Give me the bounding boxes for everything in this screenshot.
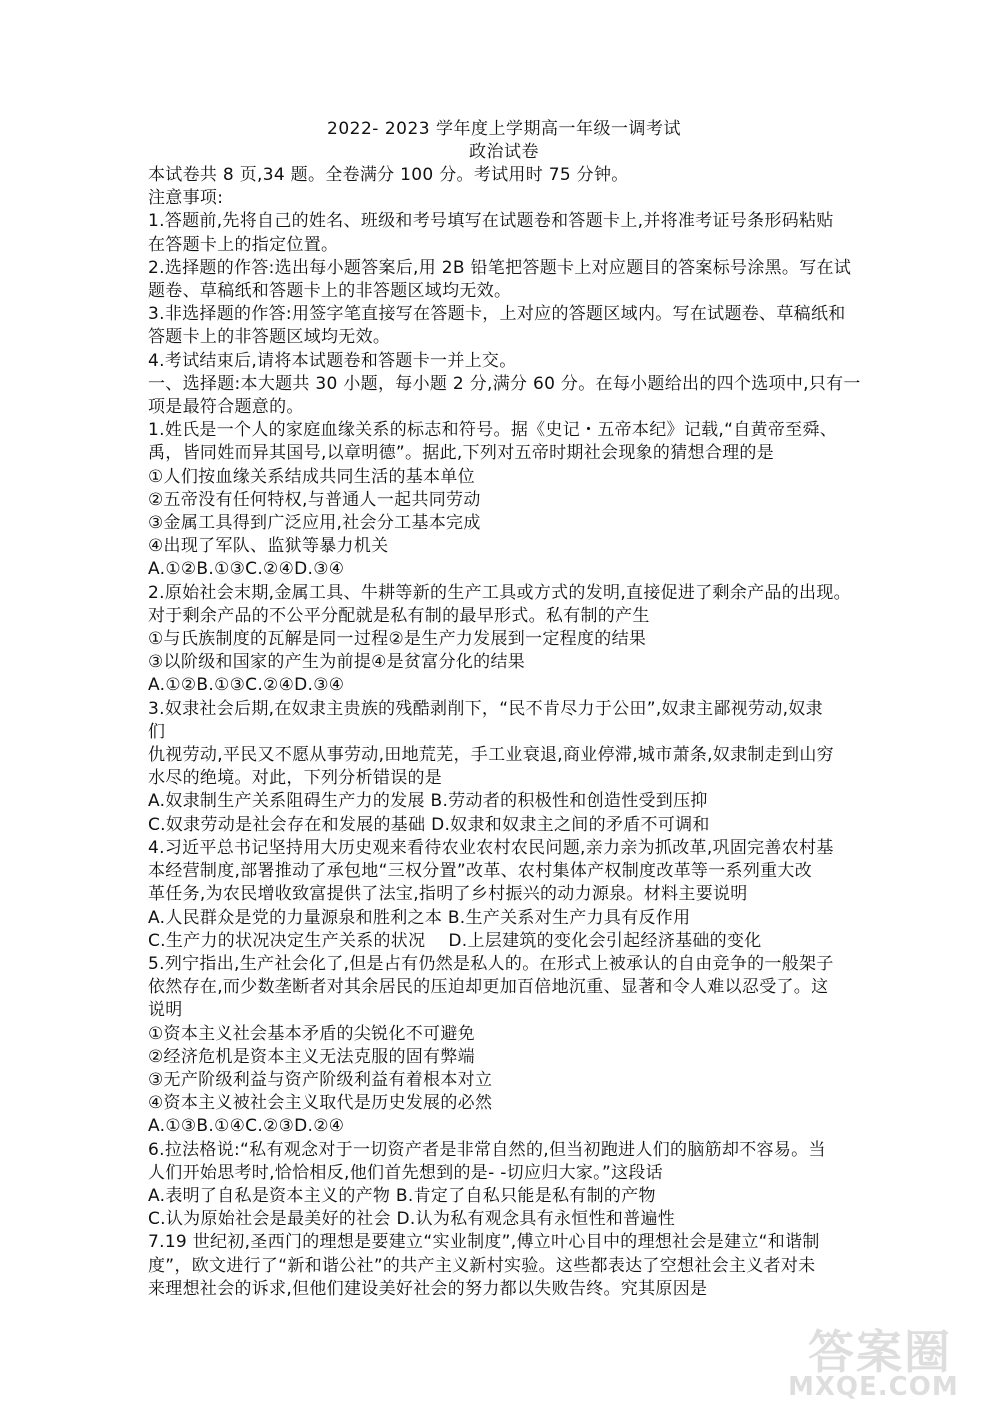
text-line: A.表明了自私是资本主义的产物 B.肯定了自私只能是私有制的产物 <box>148 1185 656 1206</box>
text-line: 依然存在,而少数垄断者对其余居民的压迫却更加百倍地沉重、显著和令人难以忍受了。这 <box>148 977 829 998</box>
text-line: ④出现了军队、监狱等暴力机关 <box>148 536 389 557</box>
text-line: ①人们按血缘关系结成共同生活的基本单位 <box>148 466 475 487</box>
text-line: ③无产阶级利益与资产阶级利益有着根本对立 <box>148 1069 493 1090</box>
watermark-url: MXQE.COM <box>788 1372 959 1402</box>
text-line: A.人民群众是党的力量源泉和胜利之本 B.生产关系对生产力具有反作用 <box>148 907 691 928</box>
text-line: 1.姓氏是一个人的家庭血缘关系的标志和符号。据《史记・五帝本纪》记载,“自黄帝至舜、 <box>148 420 838 441</box>
text-line: 3.非选择题的作答:用签字笔直接写在答题卡，上对应的答题区域内。写在试题卷、草稿纸和 <box>148 304 846 325</box>
text-line: 注意事项: <box>148 188 224 209</box>
text-line: 革任务,为农民增收致富提供了法宝,指明了乡村振兴的动力源泉。材料主要说明 <box>148 884 748 905</box>
text-line: ①与氏族制度的瓦解是同一过程②是生产力发展到一定程度的结果 <box>148 629 647 650</box>
text-line: 7.19 世纪初,圣西门的理想是要建立“实业制度”,傅立叶心目中的理想社会是建立“和谐制 <box>148 1232 820 1253</box>
text-line: ④资本主义被社会主义取代是历史发展的必然 <box>148 1093 493 1114</box>
text-line: A.①③B.①④C.②③D.②④ <box>148 1116 345 1137</box>
text-line: 本经营制度,部署推动了承包地“三权分置”改革、农村集体产权制度改革等一系列重大改 <box>148 861 813 882</box>
text-line: A.①②B.①③C.②④D.③④ <box>148 559 345 580</box>
exam-page <box>148 118 860 1301</box>
text-line: ②经济危机是资本主义无法克服的固有弊端 <box>148 1046 475 1067</box>
text-line: 本试卷共 8 页,34 题。全卷满分 100 分。考试用时 75 分钟。 <box>148 165 629 185</box>
watermark-text: 答案圈 <box>808 1325 952 1379</box>
text-line: 说明 <box>148 1000 183 1021</box>
text-line: 人们开始思考时,恰恰相反,他们首先想到的是- -切应归大家。”这段话 <box>148 1162 663 1183</box>
text-line: 2.原始社会末期,金属工具、牛耕等新的生产工具或方式的发明,直接促进了剩余产品的出现。 <box>148 582 851 603</box>
text-line: 项是最符合题意的。 <box>148 397 304 418</box>
text-line: 2.选择题的作答:选出每小题答案后,用 2B 铅笔把答题卡上对应题目的答案标号涂黑。写在试 <box>148 257 852 278</box>
text-line: 答题卡上的非答题区域均无效。 <box>148 327 391 348</box>
watermark-logo <box>778 1316 978 1406</box>
text-line: 禹，皆同姓而异其国号,以章明德”。据此,下列对五帝时期社会现象的猜想合理的是 <box>148 443 775 464</box>
text-line: ③以阶级和国家的产生为前提④是贫富分化的结果 <box>148 652 526 673</box>
text-line: ②五帝没有任何特权,与普通人一起共同劳动 <box>148 489 481 510</box>
text-line: 1.答题前,先将自己的姓名、班级和考号填写在试题卷和答题卡上,并将准考证号条形码粘贴 <box>148 211 834 232</box>
text-line: 题卷、草稿纸和答题卡上的非答题区域均无效。 <box>148 281 512 302</box>
text-line: 6.拉法格说:“私有观念对于一切资产者是非常自然的,但当初跑进人们的脑筋却不容易。当 <box>148 1139 826 1160</box>
exam-body <box>148 164 860 1301</box>
text-line: 4.考试结束后,请将本试题卷和答题卡一并上交。 <box>148 350 517 371</box>
text-line: C.生产力的状况决定生产关系的状况 D.上层建筑的变化会引起经济基础的变化 <box>148 930 762 951</box>
text-line: 在答题卡上的指定位置。 <box>148 234 339 255</box>
text-line: 来理想社会的诉求,但他们建设美好社会的努力都以失败告终。究其原因是 <box>148 1278 708 1299</box>
text-line: 度”，欧文进行了“新和谐公社”的共产主义新村实验。这些都表达了空想社会主义者对未 <box>148 1255 816 1276</box>
text-line: 4.习近平总书记坚持用大历史观来看待农业农村农民问题,亲力亲为抓改革,巩固完善农村基 <box>148 837 834 858</box>
exam-title: 2022- 2023 学年度上学期高一年级一调考试 <box>327 119 681 139</box>
text-line: 一、选择题:本大题共 30 小题，每小题 2 分,满分 60 分。在每小题给出的四个选项中,只有一 <box>148 373 861 394</box>
text-line: 水尽的绝境。对此，下列分析错误的是 <box>148 768 443 789</box>
text-line: C.奴隶劳动是社会存在和发展的基础 D.奴隶和奴隶主之间的矛盾不可调和 <box>148 814 710 835</box>
text-line: 3.奴隶社会后期,在奴隶主贵族的残酷剥削下，“民不肯尽力于公田”,奴隶主鄙视劳动,奴隶 <box>148 698 823 719</box>
exam-subtitle: 政治试卷 <box>469 142 539 162</box>
text-line: A.奴隶制生产关系阻碍生产力的发展 B.劳动者的积极性和创造性受到压抑 <box>148 791 708 812</box>
text-line: 5.列宁指出,生产社会化了,但是占有仍然是私人的。在形式上被承认的自由竞争的一般架子 <box>148 953 834 974</box>
text-line: C.认为原始社会是最美好的社会 D.认为私有观念具有永恒性和普遍性 <box>148 1209 676 1230</box>
text-line: ①资本主义社会基本矛盾的尖锐化不可避免 <box>148 1023 475 1044</box>
text-line: ③金属工具得到广泛应用,社会分工基本完成 <box>148 513 481 534</box>
text-line: 对于剩余产品的不公平分配就是私有制的最早形式。私有制的产生 <box>148 605 650 626</box>
text-line: A.①②B.①③C.②④D.③④ <box>148 675 345 696</box>
text-line: 们 <box>148 721 166 742</box>
text-line: 仇视劳动,平民又不愿从事劳动,田地荒芜，手工业衰退,商业停滞,城市萧条,奴隶制走到山穷 <box>148 745 834 766</box>
